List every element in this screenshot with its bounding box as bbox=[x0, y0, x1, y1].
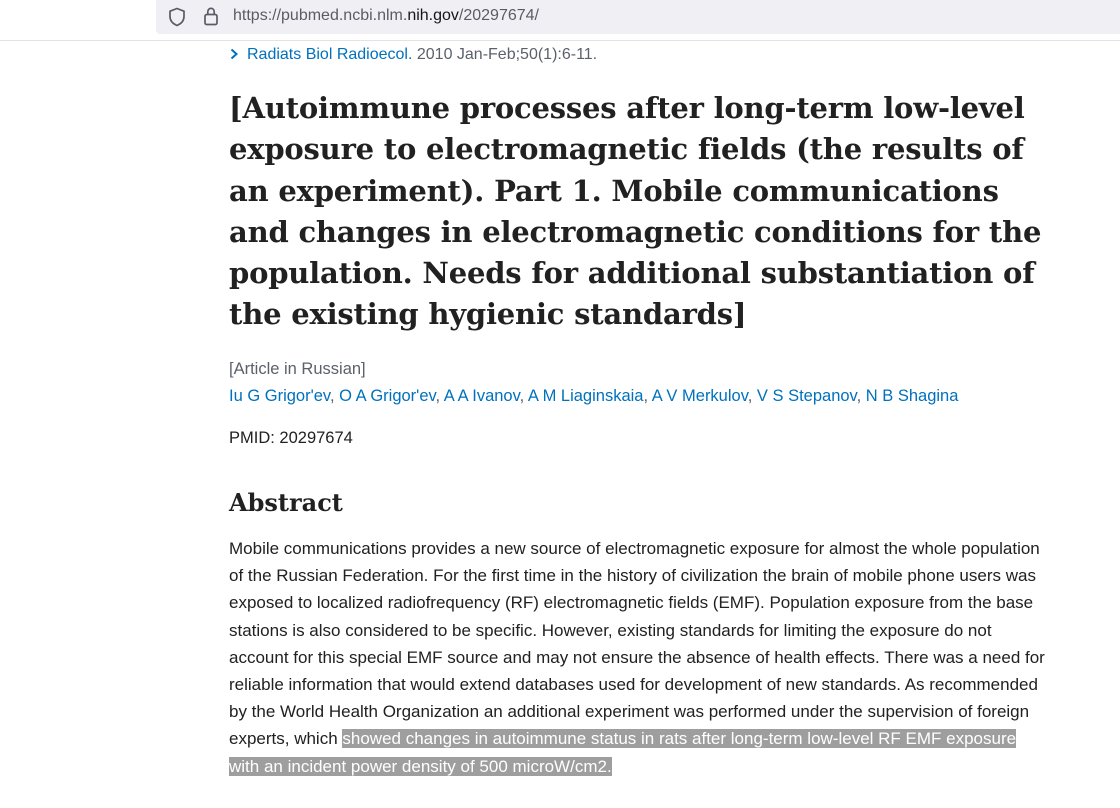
browser-toolbar bbox=[0, 0, 1120, 41]
shield-icon[interactable] bbox=[167, 7, 187, 27]
author-separator: , bbox=[747, 387, 757, 405]
author-link[interactable]: Iu G Grigor'ev bbox=[229, 387, 330, 405]
language-note: [Article in Russian] bbox=[229, 360, 366, 378]
pmid-value: 20297674 bbox=[279, 429, 353, 447]
abstract-highlighted-selection: showed changes in autoimmune status in rats after long-term low-level RF EMF exposure with an incident power density of 500 microW/cm2. bbox=[229, 729, 1017, 776]
journal-citation bbox=[229, 46, 597, 64]
author-separator: , bbox=[329, 387, 340, 405]
pmid-label: PMID: bbox=[229, 429, 280, 447]
author-separator: , bbox=[856, 387, 866, 405]
author-link[interactable]: A A Ivanov bbox=[443, 387, 520, 405]
author-separator: , bbox=[435, 387, 444, 405]
article-title: [Autoimmune processes after long-term low-level exposure to electromagnetic fields (the results of an experiment). Part 1. Mobile communications and changes in electromagnetic conditions for the population. Needs for additional substantiation of the existing hygienic standards] bbox=[229, 91, 1042, 332]
citation-details: 2010 Jan-Feb;50(1):6-11. bbox=[412, 46, 598, 63]
authors-list bbox=[229, 387, 958, 406]
author-link[interactable]: V S Stepanov bbox=[756, 387, 857, 405]
author-separator: , bbox=[519, 387, 528, 405]
chevron-right-icon[interactable] bbox=[229, 48, 239, 60]
abstract-heading: Abstract bbox=[229, 488, 343, 517]
abstract-body: Mobile communications provides a new source of electromagnetic exposure for almost the whole population of the Russian Federation. For the first time in the history of civilization the brain of mobile phone users was exposed to localized radiofrequency (RF) electromagnetic fields (EMF). Population exposure from the base stations is also considered to be specific. However, existing standards for limiting the exposure do not account for this special EMF source and may not ensure the absence of health effects. There was a need for reliable information that would extend databases used for development of new standards. As recommended by the World Health Organization an additional experiment was performed under the supervision of foreign experts, which bbox=[229, 539, 1045, 749]
author-separator: , bbox=[643, 387, 652, 405]
pmid bbox=[229, 429, 353, 448]
author-link[interactable]: N B Shagina bbox=[865, 387, 959, 405]
url-prefix: https://pubmed.ncbi.nlm. bbox=[233, 7, 408, 24]
url-suffix: /20297674/ bbox=[458, 7, 539, 24]
journal-link[interactable]: Radiats Biol Radioecol. bbox=[247, 46, 413, 63]
lock-icon[interactable] bbox=[203, 6, 219, 26]
url-host: nih.gov bbox=[407, 7, 459, 24]
author-link[interactable]: O A Grigor'ev bbox=[339, 387, 436, 405]
url-text[interactable] bbox=[233, 7, 539, 25]
author-link[interactable]: A M Liaginskaia bbox=[527, 387, 644, 405]
author-link[interactable]: A V Merkulov bbox=[651, 387, 748, 405]
abstract-text bbox=[229, 535, 1047, 780]
